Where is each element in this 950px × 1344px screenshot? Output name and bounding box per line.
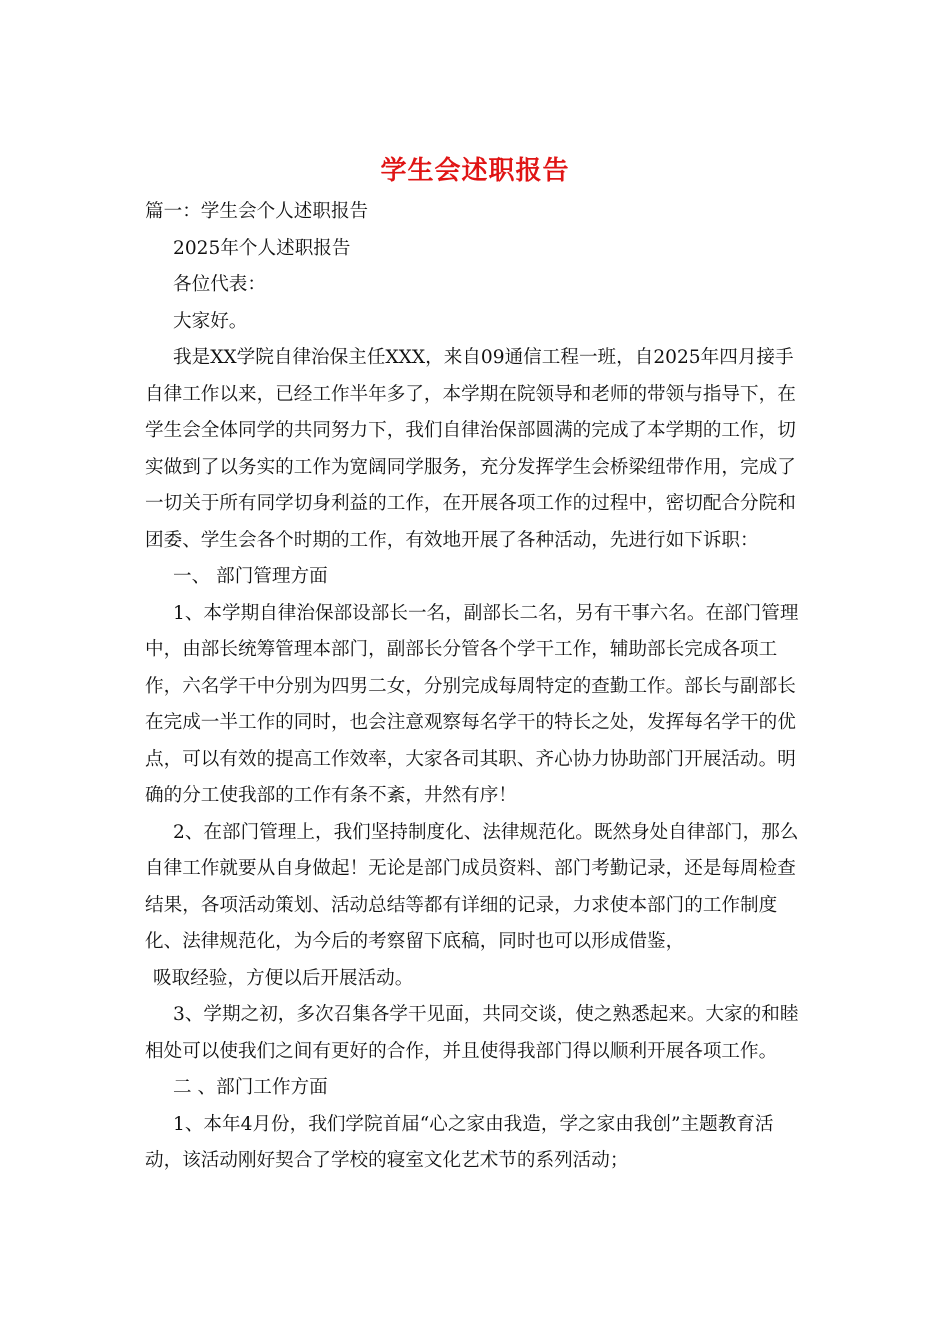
management-item-3: 3、学期之初，多次召集各学干见面，共同交谈，使之熟悉起来。大家的和睦相处可以使我们之间有更好的合作，并且使得我部门得以顺利开展各项工作。 <box>145 1004 799 1062</box>
management-item-1: 1、本学期自律治保部设部长一名，副部长二名，另有干事六名。在部门管理中，由部长统筹管理本部门，副部长分管各个学干工作，辅助部长完成各项工作，六名学干中分别为四男二女，分别完成每周特定的查勤工作。部长与副部长在完成一半工作的同时，也会注意观察每名学干的特长之处，发挥每名学干的优点，可以有效的提高工作效率，大家各司其职、齐心协力协助部门开展活动。明确的分工使我部的工作有条不紊，井然有序！ <box>145 602 799 806</box>
salutation: 各位代表： <box>173 274 266 295</box>
section-heading-work: 二 、部门工作方面 <box>173 1077 328 1098</box>
management-item-2: 2、在部门管理上，我们坚持制度化、法律规范化。既然身处自律部门，那么自律工作就要从自身做起！无论是部门成员资料、部门考勤记录，还是每周检查结果，各项活动策划、活动总结等都有详细的记录，力求使本部门的工作制度化、法律规范化，为今后的考察留下底稿，同时也可以形成借鉴， <box>145 821 799 952</box>
section-heading-management: 一、 部门管理方面 <box>173 566 328 587</box>
work-item-1: 1、本年4月份，我们学院首届“心之家由我造，学之家由我创”主题教育活动，该活动刚好契合了学校的寝室文化艺术节的系列活动； <box>145 1113 774 1171</box>
document-title: 学生会述职报告 <box>380 156 570 186</box>
greeting: 大家好。 <box>173 310 248 332</box>
management-item-2-continued: 吸取经验，方便以后开展活动。 <box>153 967 414 989</box>
section-heading-part-one: 篇一：学生会个人述职报告 <box>145 201 369 222</box>
report-subtitle: 2025年个人述职报告 <box>173 237 351 259</box>
document-body <box>145 194 805 1180</box>
intro-paragraph: 我是XX学院自律治保主任XXX，来自09通信工程一班，自2025年四月接手自律工作以来，已经工作半年多了，本学期在院领导和老师的带领与指导下，在学生会全体同学的共同努力下，我们自律治保部圆满的完成了本学期的工作，切实做到了以务实的工作为宽阔同学服务，充分发挥学生会桥梁纽带作用，完成了一切关于所有同学切身利益的工作，在开展各项工作的过程中，密切配合分院和团委、学生会各个时期的工作，有效地开展了各种活动，先进行如下诉职： <box>145 347 796 551</box>
